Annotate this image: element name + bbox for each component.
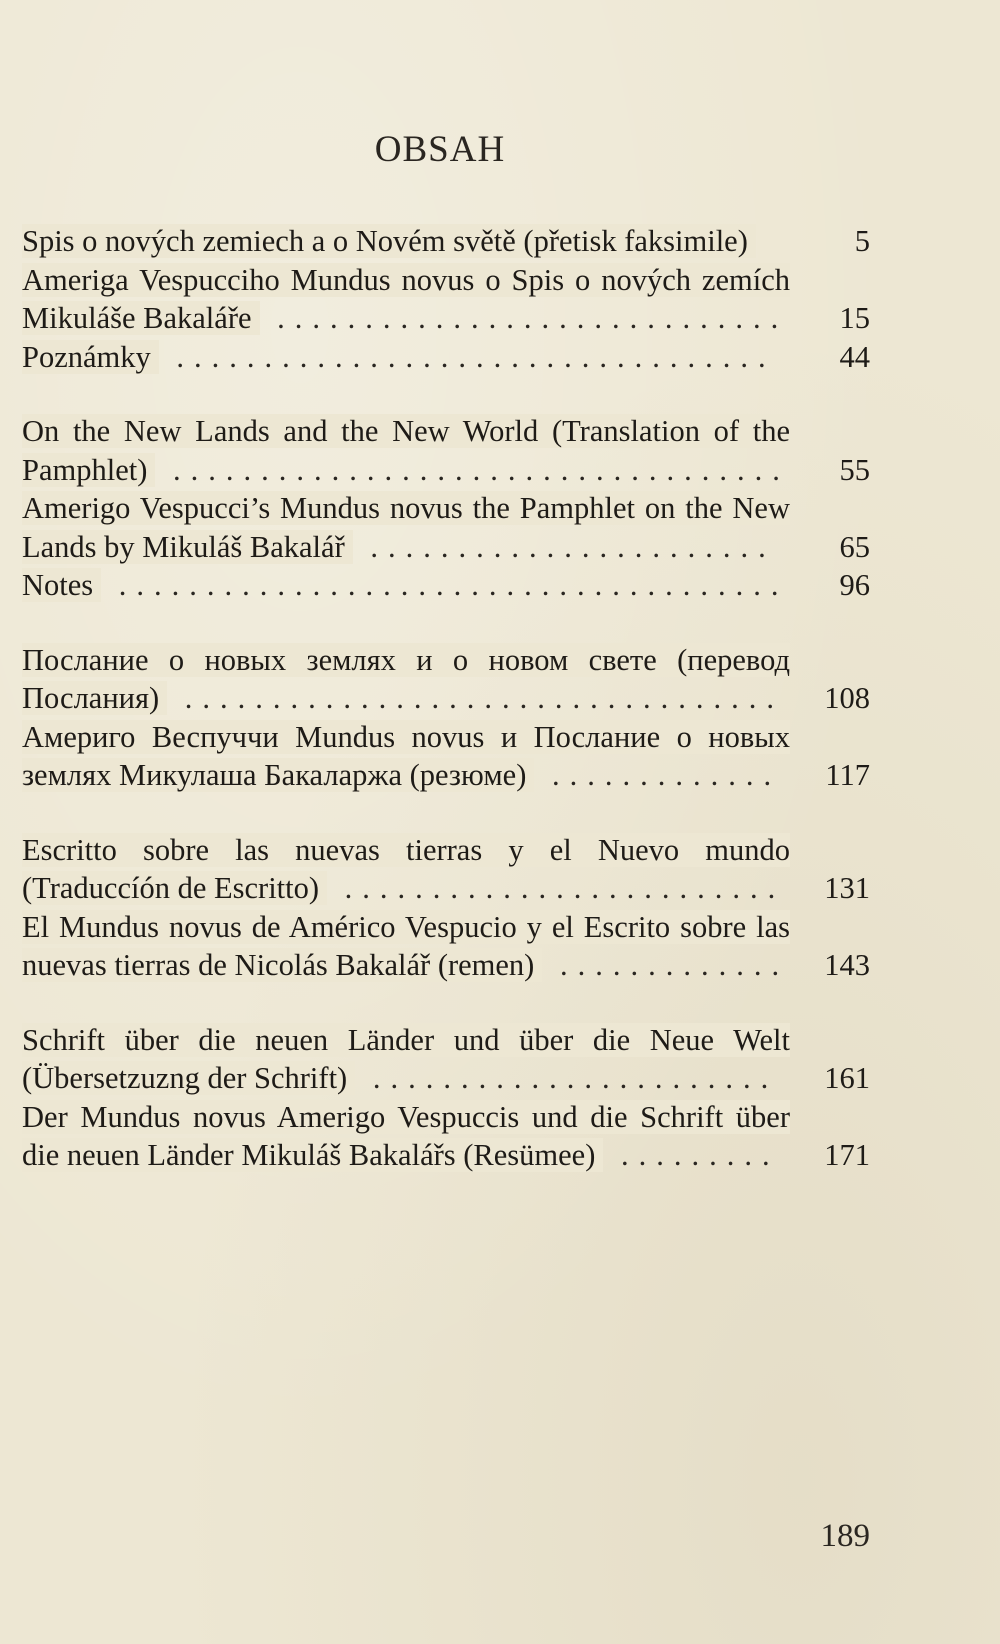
toc-entry-body (22, 1021, 790, 1098)
table-of-contents (22, 222, 870, 1211)
toc-entry (22, 412, 870, 489)
toc-entry-page: 117 (825, 758, 870, 792)
dot-leader: ....................... (355, 1061, 779, 1095)
toc-entry-title: Spis o nových zemiech a o Novém světě (přetisk faksimile) (22, 224, 756, 258)
toc-entry-page: 131 (824, 871, 870, 905)
toc-entry-body (22, 1098, 790, 1175)
toc-entry-title: Escritto sobre las nuevas tierras y el Nuevo mundo (Traduccíón de Escritto) (22, 832, 790, 905)
toc-entry-title: Der Mundus novus Amerigo Vespuccis und die Schrift über die neuen Länder Mikuláš Bakalářs (Resümee) (22, 1099, 790, 1172)
dot-leader: ............. (542, 948, 790, 982)
page-title: OBSAH (374, 129, 506, 170)
toc-entry-page: 143 (824, 948, 870, 982)
toc-entry-page: 55 (839, 452, 870, 487)
toc-entry-body (22, 641, 790, 718)
toc-entry (22, 908, 870, 985)
toc-entry (22, 261, 870, 338)
toc-entry-page: 5 (854, 224, 870, 258)
toc-entry-body (22, 412, 790, 489)
toc-section (22, 831, 870, 985)
toc-entry-body (22, 566, 790, 605)
dot-leader: ...................................... (101, 568, 789, 602)
toc-entry-body (22, 489, 790, 566)
toc-entry-title: Schrift über die neuen Länder und über die Neue Welt (Übersetzuzng der Schrift) (22, 1022, 790, 1095)
toc-entry-page: 44 (839, 339, 870, 374)
toc-entry-body (22, 261, 790, 338)
toc-entry-page: 108 (824, 681, 870, 715)
toc-entry-title: El Mundus novus de Américo Vespucio y el Escrito sobre las nuevas tierras de Nicolás Bakalář (remen) (22, 909, 790, 982)
toc-entry (22, 222, 870, 261)
toc-entry (22, 338, 870, 377)
toc-entry-page: 65 (839, 529, 870, 564)
page-number: 189 (820, 1518, 870, 1554)
toc-entry-title: Notes (22, 568, 101, 602)
toc-section (22, 222, 870, 376)
toc-entry-body (22, 222, 790, 261)
dot-leader: .................................. (167, 681, 785, 715)
toc-entry (22, 1021, 870, 1098)
dot-leader: ................................... (155, 452, 790, 487)
dot-leader: ......................... (327, 871, 786, 905)
toc-entry-page: 15 (839, 301, 870, 335)
toc-entry-page: 171 (824, 1138, 870, 1172)
toc-entry-title: Poznámky (22, 340, 159, 374)
toc-entry-page: 96 (839, 568, 870, 602)
toc-entry (22, 489, 870, 566)
toc-entry (22, 718, 870, 795)
toc-entry-title: Америго Веспуччи Mundus novus и Послание о новых землях Микулаша Бакаларжа (резюме) (22, 719, 790, 792)
toc-entry-body (22, 831, 790, 908)
toc-entry-body (22, 718, 790, 795)
toc-section (22, 641, 870, 795)
dot-leader: .................................. (158, 339, 776, 374)
toc-entry-title: Amerigo Vespucci’s Mundus novus the Pamphlet on the New Lands by Mikuláš Bakalář (22, 491, 790, 564)
toc-section (22, 412, 870, 605)
dot-leader: ............. (534, 758, 782, 792)
toc-entry-body (22, 908, 790, 985)
dot-leader: ....................... (352, 529, 776, 564)
toc-section (22, 1021, 870, 1175)
toc-entry (22, 641, 870, 718)
toc-entry (22, 566, 870, 605)
toc-entry-title: Послание о новых землях и о новом свете (перевод Послания) (22, 642, 790, 715)
toc-entry (22, 1098, 870, 1175)
toc-entry-title: Ameriga Vespucciho Mundus novus o Spis o nových zemích Mikuláše Bakaláře (22, 262, 790, 335)
toc-entry-page: 161 (824, 1061, 870, 1095)
dot-leader: ............................. (259, 301, 789, 335)
toc-entry-title: On the New Lands and the New World (Translation of the Pamphlet) (22, 414, 790, 487)
toc-entry-body (22, 338, 790, 377)
toc-entry (22, 831, 870, 908)
dot-leader: ......... (603, 1138, 780, 1172)
